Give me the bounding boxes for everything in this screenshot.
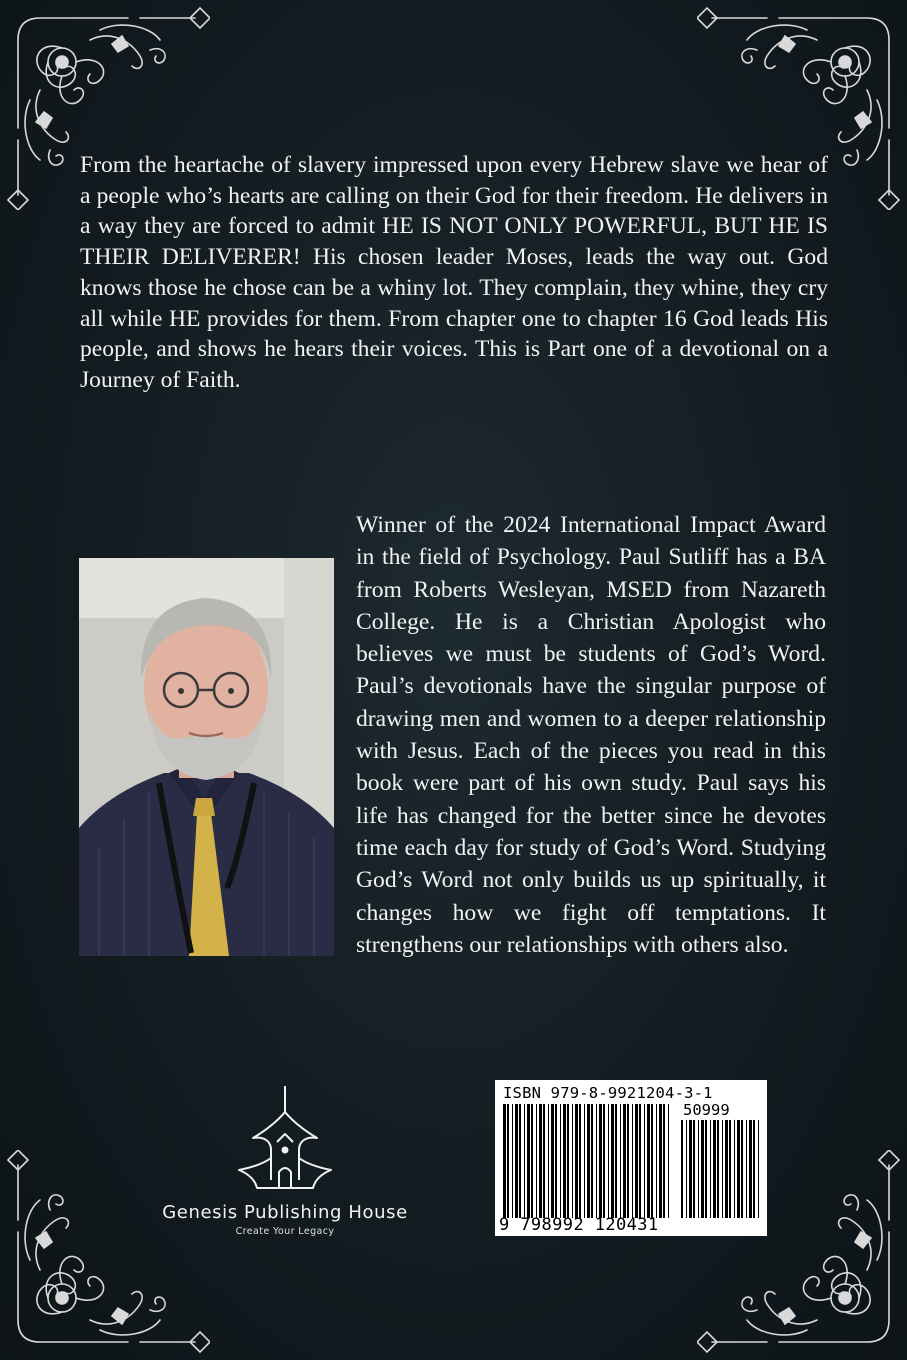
publisher-logo-icon (235, 1084, 335, 1194)
barcode-addon-icon (681, 1120, 759, 1218)
isbn-barcode (495, 1080, 767, 1236)
isbn-label: ISBN 979-8-9921204-3-1 (503, 1084, 713, 1102)
publisher-name: Genesis Publishing House (162, 1202, 408, 1223)
author-bio: Winner of the 2024 International Impact Award in the field of Psychology. Paul Sutliff has a BA from Roberts Wesleyan, MSED from Nazareth College. He is a Christian Apologist who believes we must be students of God’s Word. Paul’s devotionals have the singular purpose of drawing men and women to a deeper relationship with Jesus. Each of the pieces you read in this book were part of his own study. Paul says his life has changed for the better since he devotes time each day for study of God’s Word. Studying God’s Word not only builds us up spiritually, it changes how we fight off temptations. It strengthens our relationships with others also. (356, 512, 826, 958)
book-synopsis: From the heartache of slavery impressed upon every Hebrew slave we hear of a people who’s hearts are calling on their God for their freedom. He delivers in a way they are forced to admit HE IS NOT ONLY POWERFUL, BUT HE IS THEIR DELIVERER! His chosen leader Moses, leads the way out. God knows those he chose can be a whiny lot. They complain, they whine, they cry all while HE provides for them. From chapter one to chapter 16 God leads His people, and shows he hears their voices. This is Part one of a devotional on a Journey of Faith. (80, 152, 828, 393)
barcode-icon (503, 1104, 671, 1218)
author-photo (79, 558, 334, 956)
publisher-tagline: Create Your Legacy (235, 1226, 335, 1237)
ean-digits: 9 798992 120431 (499, 1215, 659, 1235)
publisher-logo (140, 1084, 430, 1244)
price-code: 50999 (683, 1101, 730, 1119)
